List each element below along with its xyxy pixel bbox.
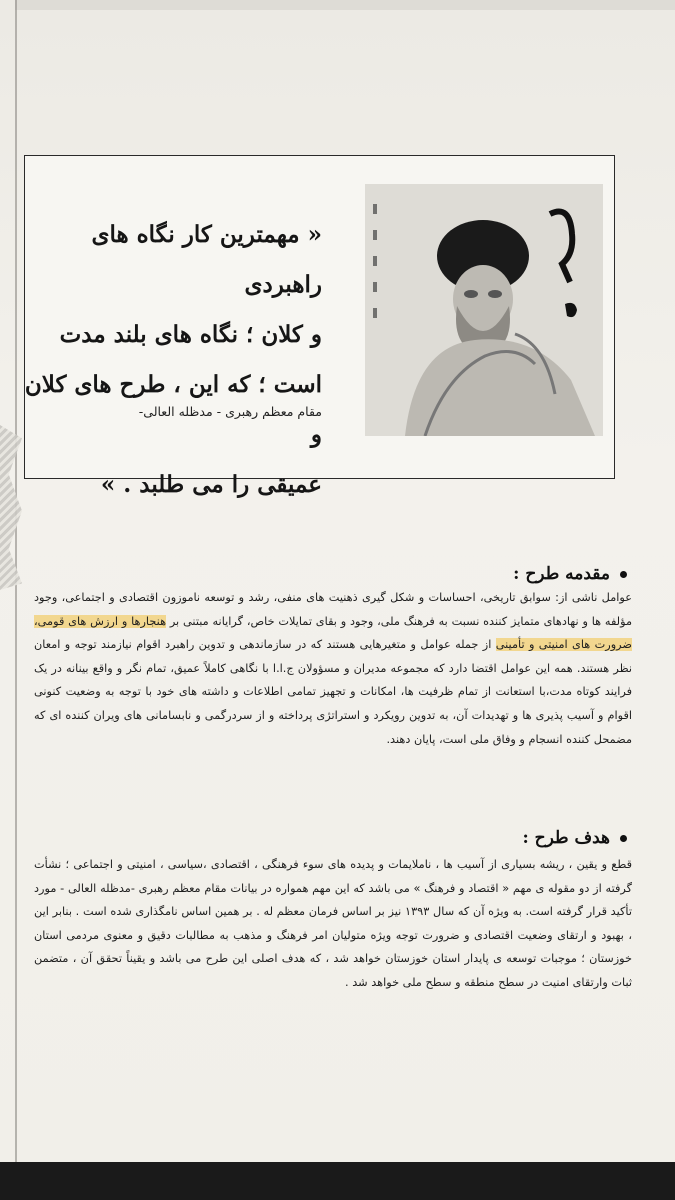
bullet-icon	[620, 835, 627, 842]
intro-section-heading	[513, 564, 627, 584]
goal-paragraph	[34, 853, 632, 995]
page-top-shadow	[15, 0, 675, 10]
intro-text-part: از جمله عوامل و متغیرهایی هستند که در سازماندهی و تدوین راهبرد اقوام نیازمند توجه و امعان نظر هستند. همه این عوامل اقتضا دارد که مجموعه مدیران و مسؤولان ج.ا.ا با نگاهی کاملاً عمیق، تمام نگر و واقع بینانه در یک فرایند کوتاه مدت،با استعانت از تمام ظرفیت ها، امکانات و تجهیز تمامی اطلاعات و داشته های خود با توجه به وضعیت کنونی اقوام و آسیب پذیری ها و تهدیدات آن، به تدوین رویکرد و استراتژی پرداخته و از سردرگمی و نابسامانی های ویران کننده ای که مضمحل کننده انسجام و وفاق ملی است، پایان دهند.	[34, 638, 632, 746]
quote-text	[22, 210, 322, 510]
portrait-illustration	[365, 184, 603, 436]
goal-text: قطع و یقین ، ریشه بسیاری از آسیب ها ، ناملایمات و پدیده های سوء فرهنگی ، اقتصادی ،سیاسی ، امنیتی و اجتماعی ؛ نشأت گرفته از دو مقوله ی مهم « اقتصاد و فرهنگ » می باشد که این مهم همواره در بیانات مقام معظم رهبری -مدظله العالی - مورد تأکید قرار گرفته است. به ویژه آن که سال ۱۳۹۳ نیز بر اساس فرمان معظم له . بر همین اساس نامگذاری شده است . بنابر این ، بهبود و ارتقای وضعیت اقتصادی و ضرورت توجه ویژه متولیان امر فرهنگ و مذهب به مطالبات دقیق و معنوی مردمی استان خوزستان ؛ موجبات توسعه ی پایدار استان خوزستان خواهد شد ، که هدف اصلی این طرح می باشد و یقیناً تحقق آن ، متضمن ثبات وارتقای امنیت در سطح منطقه و سطح ملی خواهد شد .	[34, 858, 632, 989]
goal-title: هدف طرح :	[522, 828, 610, 848]
intro-title: مقدمه طرح :	[513, 564, 610, 584]
quote-attribution: مقام معظم رهبری - مدظله العالی-	[138, 404, 322, 419]
intro-highlighted-text: هنجارها و ارزش های قومی، ضرورت های امنیتی و تأمینی	[34, 614, 633, 652]
bullet-icon	[620, 571, 627, 578]
intro-text-part: عوامل ناشی از: سوابق تاریخی، احساسات و شکل گیری ذهنیت های منفی، رشد و توسعه ناموزون اقتصادی و اجتماعی، وجود مؤلفه ها و نهادهای متمایز کننده نسبت به فرهنگ ملی، وجود و بقای تمایلات خاص، گرایانه مبتنی بر	[34, 591, 632, 628]
intro-paragraph	[34, 586, 632, 751]
quote-box	[24, 155, 615, 498]
quote-line: عمیقی را می طلبد . »	[100, 471, 322, 498]
goal-section-heading	[522, 828, 627, 848]
binding-edge	[0, 425, 22, 590]
portrait-photo	[365, 184, 603, 436]
quote-line: است ؛ که این ، طرح های کلان و	[24, 371, 322, 448]
bottom-bar	[0, 1162, 675, 1200]
quote-line: « مهمترین کار نگاه های راهبردی	[91, 221, 322, 298]
quote-line: و کلان ؛ نگاه های بلند مدت	[59, 321, 322, 348]
